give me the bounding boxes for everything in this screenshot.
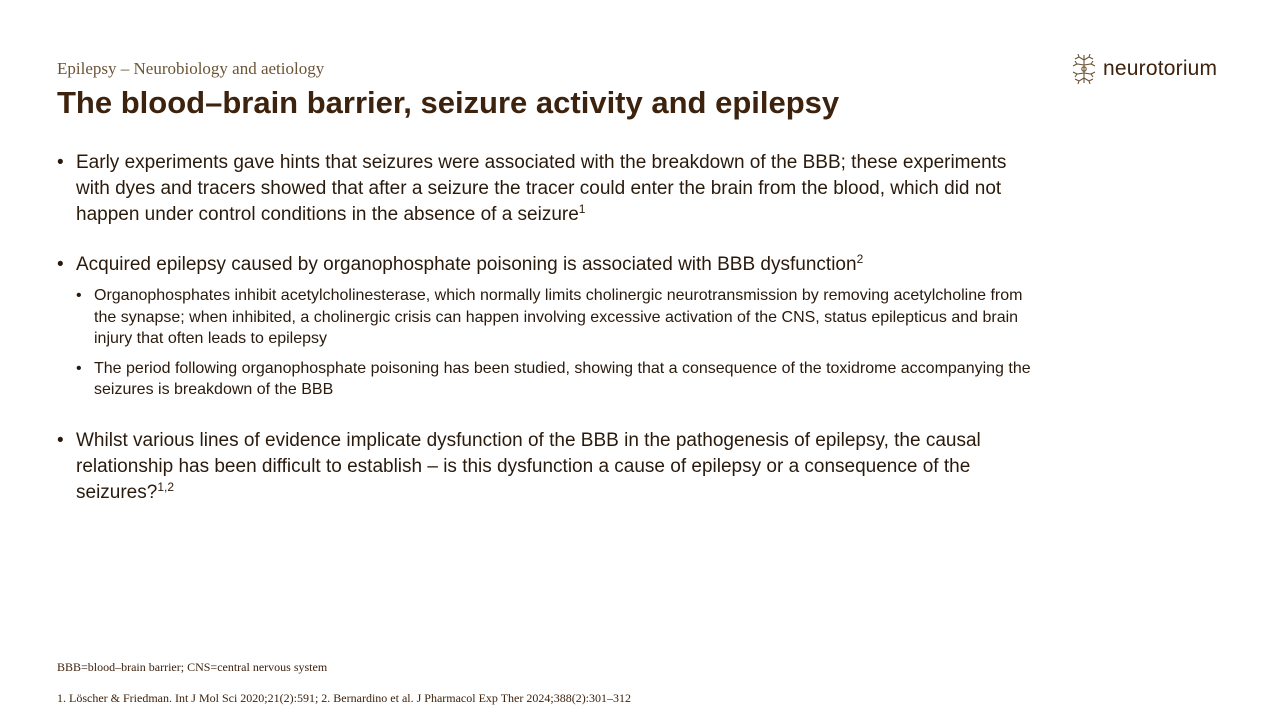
sub-bullet-item (76, 285, 1037, 350)
bullet-text: Whilst various lines of evidence implicate dysfunction of the BBB in the pathogenesis of epilepsy, the causal relationship has been difficult to establish – is this dysfunction a cause of epilepsy or a consequence of the seizures? (76, 429, 981, 503)
slide-title: The blood–brain barrier, seizure activity and epilepsy (57, 85, 840, 120)
brand-name: neurotorium (1103, 57, 1218, 80)
sub-bullet-text: Organophosphates inhibit acetylcholinesterase, which normally limits cholinergic neurotransmission by removing acetylcholine from the synapse; when inhibited, a cholinergic crisis can happen involving excessive activation of the CNS, status epilepticus and brain injury that often leads to epilepsy (94, 287, 1023, 347)
bullet-marker: • (76, 287, 82, 304)
bullet-item (57, 428, 1037, 506)
bullet-list (57, 150, 1037, 506)
brand-logo (1071, 53, 1217, 85)
references-footnote: 1. Löscher & Friedman. Int J Mol Sci 2020;21(2):591; 2. Bernardino et al. J Pharmacol Exp Ther 2024;388(2):301–312 (57, 691, 632, 705)
bullet-item (57, 150, 1037, 228)
reference-superscript: 2 (856, 252, 864, 266)
bullet-item (57, 252, 1037, 278)
sub-bullet-text: The period following organophosphate poisoning has been studied, showing that a consequence of the toxidrome accompanying the seizures is breakdown of the BBB (94, 359, 1031, 398)
bullet-marker: • (57, 429, 64, 451)
sub-bullet-item (76, 358, 1037, 401)
bullet-marker: • (76, 359, 82, 377)
bullet-marker: • (57, 152, 64, 173)
bullet-marker: • (57, 254, 64, 275)
reference-superscript: 1 (578, 202, 586, 216)
abbreviations-footnote: BBB=blood–brain barrier; CNS=central nervous system (57, 660, 328, 674)
reference-superscript: 1,2 (157, 479, 175, 494)
bullet-text: Acquired epilepsy caused by organophosphate poisoning is associated with BBB dysfunction (76, 254, 857, 275)
bullet-text: Early experiments gave hints that seizures were associated with the breakdown of the BBB; these experiments with dyes and tracers showed that after a seizure the tracer could enter the brain from the blood, which did not happen under control conditions in the absence of a seizure (76, 152, 1007, 225)
neuron-logo-icon (1071, 53, 1097, 85)
sub-bullet-list (57, 285, 1037, 401)
slide-subtitle: Epilepsy – Neurobiology and aetiology (57, 59, 325, 78)
